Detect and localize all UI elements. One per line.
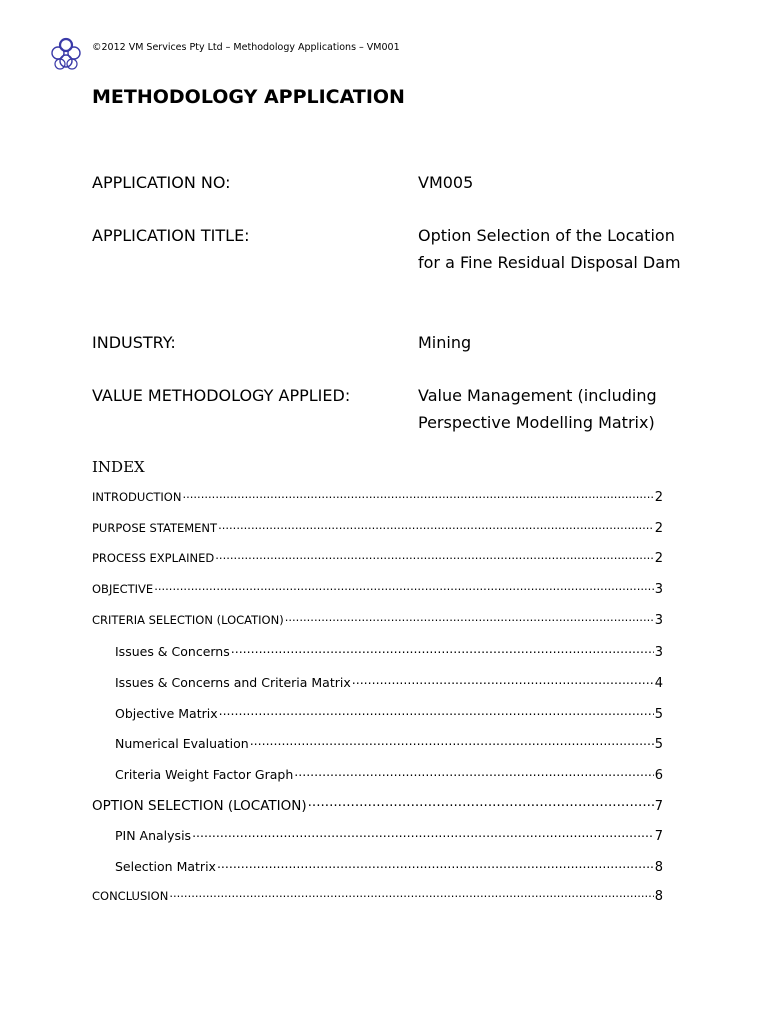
- toc-page-number: 7: [654, 828, 663, 844]
- toc-dot-leader: [285, 612, 654, 624]
- toc-dot-leader: [215, 550, 653, 562]
- toc-page-number: 2: [654, 550, 663, 566]
- toc-page-number: 4: [654, 675, 663, 691]
- toc-page-number: 6: [654, 767, 663, 783]
- toc-entry[interactable]: [92, 612, 663, 628]
- toc-page-number: 5: [654, 706, 663, 722]
- toc-entry-label: Criteria Weight Factor Graph: [115, 766, 294, 782]
- toc-entry[interactable]: [115, 643, 663, 660]
- toc-dot-leader: [182, 489, 653, 501]
- toc-page-number: 3: [654, 581, 663, 597]
- index-title: INDEX: [92, 458, 145, 476]
- toc-entry[interactable]: [92, 520, 663, 536]
- interlocking-rings-logo: [48, 36, 84, 72]
- toc-page-number: 7: [654, 798, 663, 814]
- toc-entry-label: Selection Matrix: [115, 858, 216, 874]
- toc-dot-leader: [250, 735, 654, 748]
- toc-entry[interactable]: [115, 858, 663, 875]
- toc-entry[interactable]: [115, 705, 663, 722]
- info-label: INDUSTRY:: [92, 333, 176, 352]
- info-label: APPLICATION NO:: [92, 173, 231, 192]
- toc-entry-label: CRITERIA SELECTION (LOCATION): [92, 612, 284, 627]
- toc-entry[interactable]: [92, 581, 663, 597]
- toc-entry[interactable]: [92, 489, 663, 505]
- toc-dot-leader: [154, 581, 654, 593]
- info-row-industry: [92, 329, 712, 356]
- info-row-methodology: [92, 382, 712, 436]
- toc-entry-label: CONCLUSION: [92, 888, 169, 903]
- toc-entry-label: Numerical Evaluation: [115, 735, 249, 751]
- toc-entry-label: Issues & Concerns and Criteria Matrix: [115, 674, 351, 690]
- toc-page-number: 3: [654, 644, 663, 660]
- toc-entry-label: PROCESS EXPLAINED: [92, 550, 215, 565]
- info-label: VALUE METHODOLOGY APPLIED:: [92, 386, 351, 405]
- toc-page-number: 8: [654, 888, 663, 904]
- info-value: VM005: [418, 173, 474, 192]
- toc-entry[interactable]: [115, 735, 663, 752]
- document-title: METHODOLOGY APPLICATION: [92, 86, 405, 108]
- toc-page-number: 2: [654, 520, 663, 536]
- toc-page-number: 8: [654, 859, 663, 875]
- toc-dot-leader: [218, 520, 654, 532]
- toc-dot-leader: [192, 827, 654, 840]
- toc-page-number: 5: [654, 736, 663, 752]
- toc-entry-label: OBJECTIVE: [92, 581, 154, 596]
- logo-icon: [48, 36, 84, 72]
- info-value: Value Management (including Perspective Modelling Matrix): [418, 386, 657, 432]
- toc-page-number: 3: [654, 612, 663, 628]
- toc-entry-label: Objective Matrix: [115, 705, 218, 721]
- info-row-application-title: [92, 222, 712, 276]
- toc-dot-leader: [352, 674, 654, 687]
- toc-entry-label: PURPOSE STATEMENT: [92, 520, 218, 535]
- toc-entry[interactable]: [115, 766, 663, 783]
- toc-entry-label: PIN Analysis: [115, 827, 192, 843]
- toc-entry[interactable]: [115, 674, 663, 691]
- toc-dot-leader: [217, 858, 654, 871]
- toc-dot-leader: [231, 643, 654, 656]
- toc-dot-leader: [294, 766, 653, 779]
- toc-page-number: 2: [654, 489, 663, 505]
- info-label: APPLICATION TITLE:: [92, 226, 250, 245]
- header-copyright: ©2012 VM Services Pty Ltd – Methodology Applications – VM001: [92, 42, 400, 53]
- info-row-application-no: [92, 169, 712, 196]
- toc-entry[interactable]: [92, 796, 663, 814]
- toc-dot-leader: [219, 705, 654, 718]
- toc-entry-label: INTRODUCTION: [92, 489, 182, 504]
- toc-entry[interactable]: [92, 888, 663, 904]
- toc-entry[interactable]: [92, 550, 663, 566]
- toc-entry-label: OPTION SELECTION (LOCATION): [92, 797, 307, 814]
- toc-dot-leader: [308, 796, 654, 810]
- toc-entry-label: Issues & Concerns: [115, 643, 230, 659]
- info-value: Option Selection of the Location for a Fine Residual Disposal Dam: [418, 226, 681, 272]
- toc-entry[interactable]: [115, 827, 663, 844]
- toc-dot-leader: [169, 888, 653, 900]
- info-value: Mining: [418, 333, 472, 352]
